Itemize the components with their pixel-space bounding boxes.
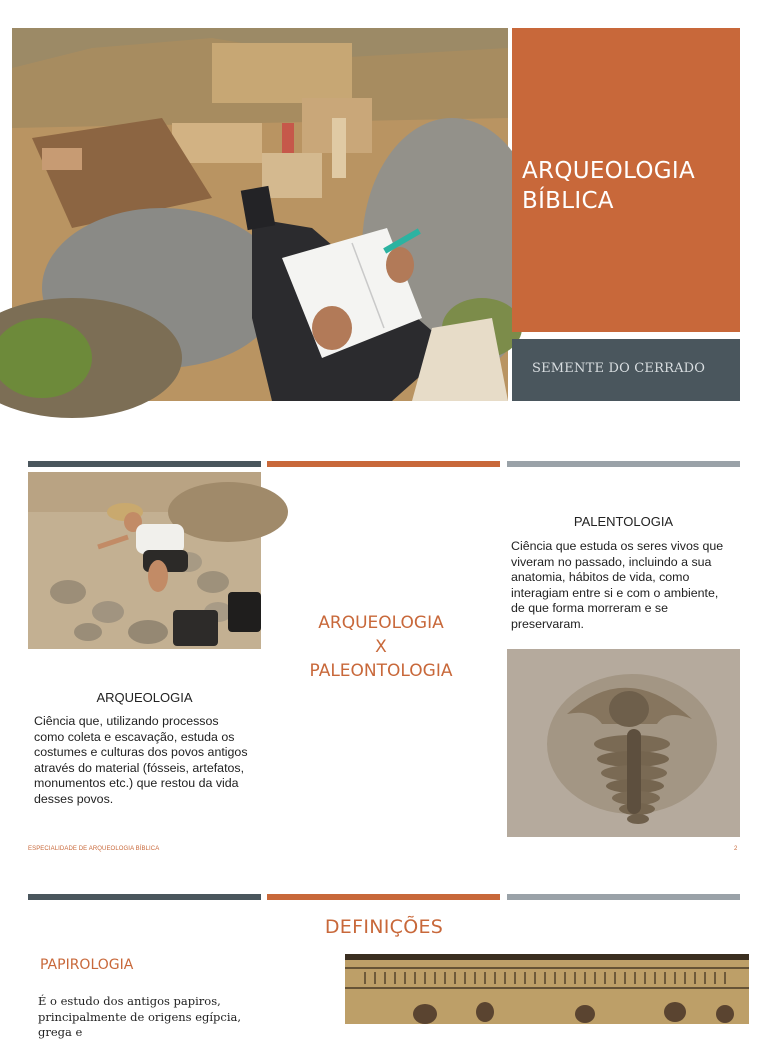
slide-title-line-2: BÍBLICA bbox=[522, 188, 614, 214]
accent-bar-slate bbox=[28, 461, 261, 467]
palentologia-line: interagiam entre si e com o ambiente, bbox=[511, 585, 719, 600]
subtitle-panel bbox=[512, 339, 740, 401]
slide-page-number: 2 bbox=[734, 846, 738, 852]
slide-footer-text: ESPECIALIDADE DE ARQUEOLOGIA BÍBLICA bbox=[28, 846, 160, 852]
papyrus-illustration bbox=[345, 954, 749, 1024]
excavation-photo bbox=[28, 472, 261, 649]
comparison-title bbox=[270, 611, 492, 683]
archaeology-site-illustration bbox=[12, 28, 508, 401]
arqueologia-line: Ciência que, utilizando processos bbox=[34, 714, 219, 728]
comparison-title-line-1: ARQUEOLOGIA bbox=[318, 613, 444, 633]
egyptian-papyrus-photo bbox=[345, 954, 749, 1024]
arqueologia-line: costumes e culturas dos povos antigos bbox=[34, 745, 248, 759]
comparison-title-line-3: PALEONTOLOGIA bbox=[309, 661, 453, 681]
title-panel bbox=[512, 28, 740, 332]
palentologia-line: anatomia, hábitos de vida, como bbox=[511, 570, 690, 584]
arqueologia-line: como coleta e escavação, estuda os bbox=[34, 729, 235, 744]
palentologia-line: viveram no passado, incluindo a sua bbox=[511, 554, 712, 569]
trilobite-illustration bbox=[507, 649, 740, 837]
accent-bar-gray bbox=[507, 894, 740, 900]
excavation-illustration bbox=[28, 472, 261, 649]
palentologia-description bbox=[511, 539, 741, 632]
palentologia-line: de que forma morreram e se bbox=[511, 601, 669, 615]
accent-bar-orange bbox=[267, 461, 500, 467]
palentologia-heading: PALENTOLOGIA bbox=[573, 514, 674, 529]
slide-subtitle: SEMENTE DO CERRADO bbox=[532, 361, 706, 376]
palentologia-line: Ciência que estuda os seres vivos que bbox=[511, 539, 724, 553]
papirologia-line: É o estudo dos antigos papiros, bbox=[38, 994, 221, 1008]
slide-title-line-1: ARQUEOLOGIA bbox=[522, 158, 696, 184]
accent-bar-slate bbox=[28, 894, 261, 900]
arqueologia-line: desses povos. bbox=[34, 791, 114, 806]
papirologia-description bbox=[38, 994, 278, 1041]
arqueologia-description bbox=[34, 714, 266, 807]
palentologia-line: preservaram. bbox=[511, 616, 584, 631]
arqueologia-line: através do material (fósseis, artefatos, bbox=[34, 760, 245, 775]
trilobite-fossil-photo bbox=[507, 649, 740, 837]
arqueologia-heading: ARQUEOLOGIA bbox=[96, 690, 193, 705]
arqueologia-line: monumentos etc.) que restou da vida bbox=[34, 776, 239, 790]
comparison-title-line-2: X bbox=[375, 637, 387, 657]
archaeology-site-photo bbox=[12, 28, 508, 401]
papirologia-line: principalmente de origens egípcia, grega e bbox=[38, 1009, 242, 1039]
slide-title bbox=[522, 156, 732, 216]
accent-bar-gray bbox=[507, 461, 740, 467]
papirologia-heading: PAPIROLOGIA bbox=[40, 957, 134, 973]
accent-bar-orange bbox=[267, 894, 500, 900]
definitions-title: DEFINIÇÕES bbox=[324, 916, 444, 938]
